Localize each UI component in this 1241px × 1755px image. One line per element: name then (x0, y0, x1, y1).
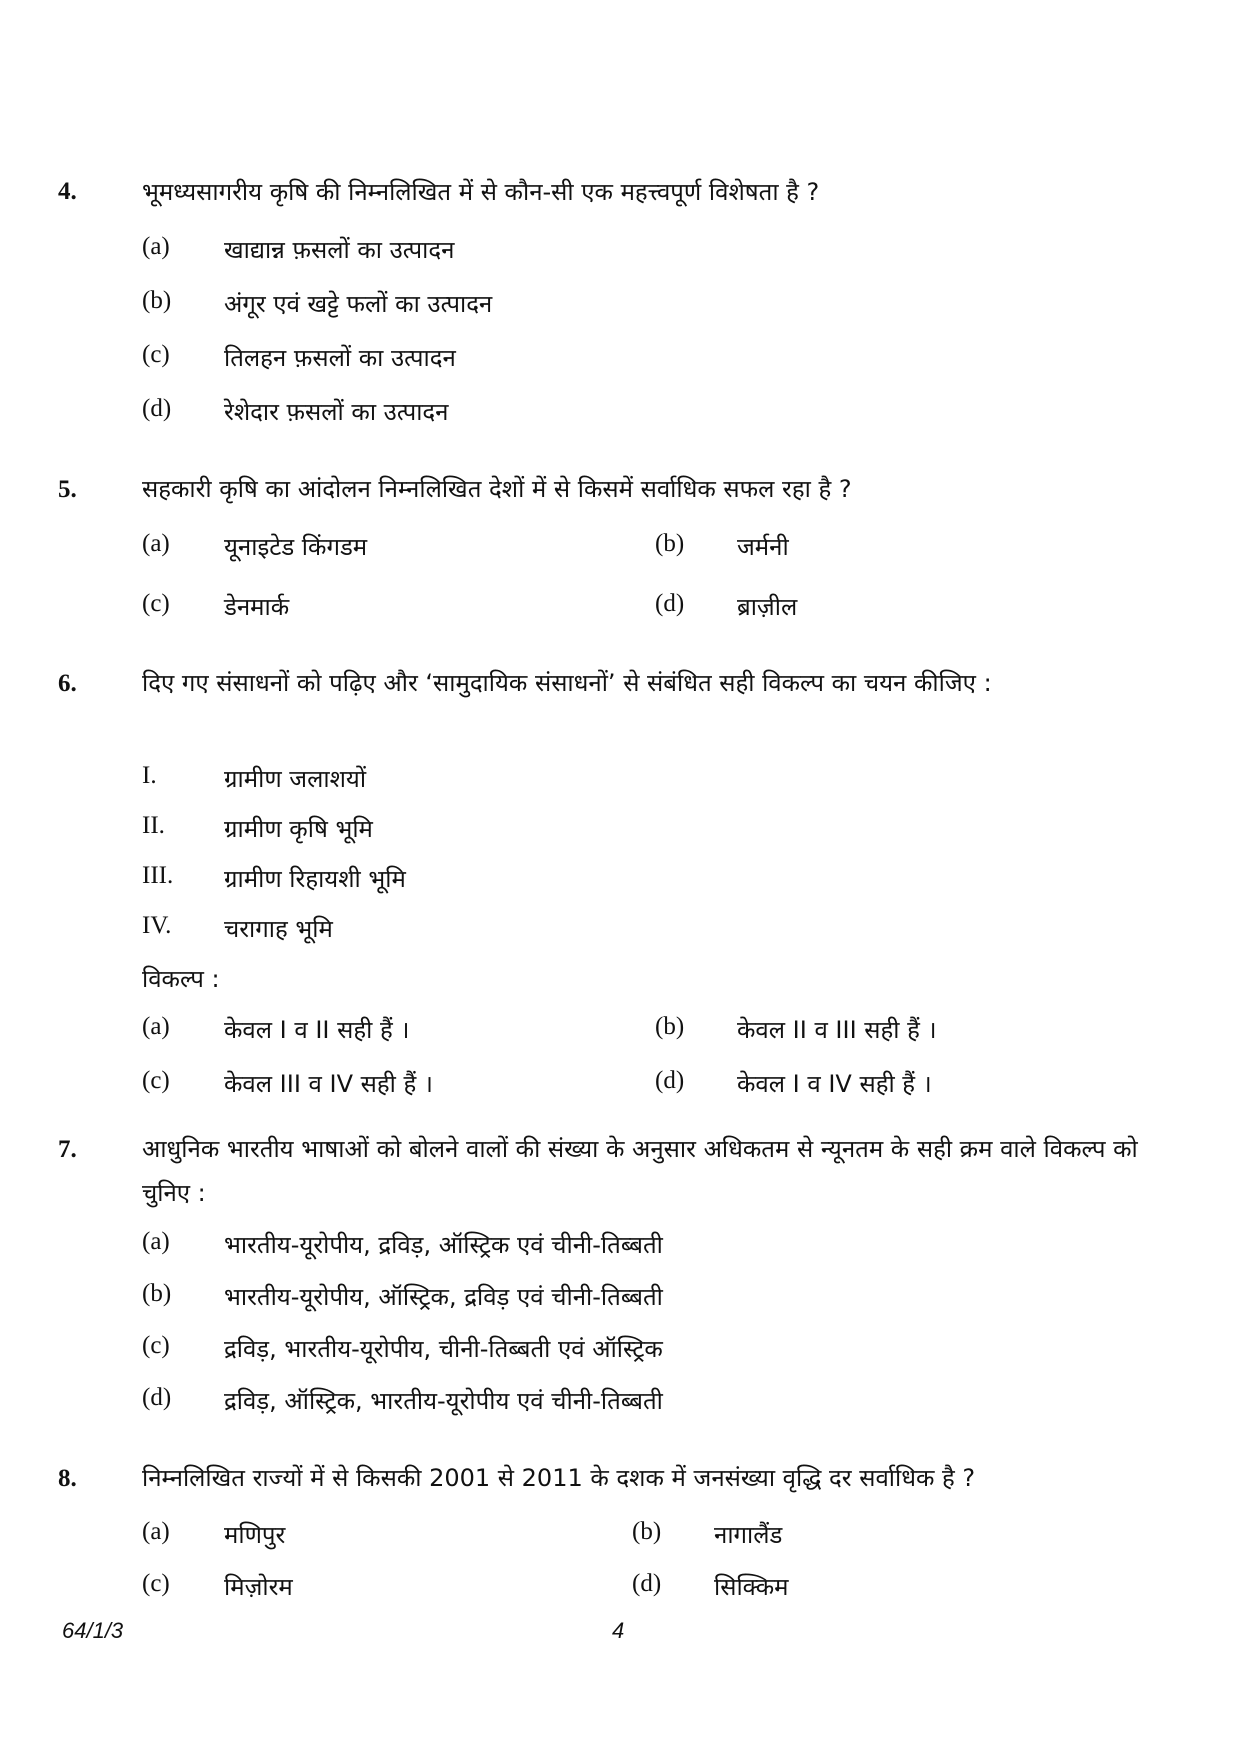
option-text: केवल I व IV सही हैं । (737, 1070, 932, 1098)
item-text: ग्रामीण रिहायशी भूमि (224, 865, 406, 893)
item-text: चरागाह भूमि (224, 915, 333, 943)
option-text: द्रविड़, भारतीय-यूरोपीय, चीनी-तिब्बती एवं ऑस्ट्रिक (224, 1335, 663, 1363)
question-number: 8. (58, 1465, 77, 1492)
option-label: (a) (142, 1228, 170, 1255)
option-text: केवल III व IV सही हैं । (224, 1070, 433, 1098)
option-label: (a) (142, 530, 170, 557)
option-label: (c) (142, 1067, 170, 1094)
option-label: (a) (142, 1518, 170, 1545)
option-label: (c) (142, 341, 170, 368)
option-label: (b) (632, 1518, 662, 1545)
options-heading: विकल्प : (142, 965, 220, 993)
question-text: दिए गए संसाधनों को पढ़िए और ‘सामुदायिक संसाधनों’ से संबंधित सही विकल्प का चयन कीजिए : (142, 669, 992, 697)
option-label: (a) (142, 233, 170, 260)
option-text: सिक्किम (714, 1573, 789, 1601)
option-text: जर्मनी (737, 533, 789, 561)
item-label: III. (142, 862, 174, 889)
option-text: भारतीय-यूरोपीय, ऑस्ट्रिक, द्रविड़ एवं चीनी-तिब्बती (224, 1283, 663, 1311)
option-label: (d) (655, 590, 685, 617)
item-text: ग्रामीण कृषि भूमि (224, 815, 373, 843)
option-label: (d) (142, 395, 172, 422)
question-number: 7. (58, 1136, 77, 1163)
question-text: सहकारी कृषि का आंदोलन निम्नलिखित देशों में से किसमें सर्वाधिक सफल रहा है ? (142, 475, 852, 503)
option-text: खाद्यान्न फ़सलों का उत्पादन (224, 236, 455, 264)
option-label: (d) (632, 1570, 662, 1597)
option-label: (c) (142, 590, 170, 617)
option-label: (b) (655, 1013, 685, 1040)
option-label: (d) (142, 1384, 172, 1411)
question-number: 6. (58, 670, 77, 697)
option-text: यूनाइटेड किंगडम (224, 533, 368, 561)
option-text: रेशेदार फ़सलों का उत्पादन (224, 398, 449, 426)
item-label: IV. (142, 912, 172, 939)
option-label: (b) (655, 530, 685, 557)
option-text: तिलहन फ़सलों का उत्पादन (224, 344, 456, 372)
option-text: मिज़ोरम (224, 1573, 293, 1601)
option-text: भारतीय-यूरोपीय, द्रविड़, ऑस्ट्रिक एवं चीनी-तिब्बती (224, 1231, 663, 1259)
item-label: II. (142, 812, 165, 839)
option-text: केवल I व II सही हैं । (224, 1016, 410, 1044)
item-text: ग्रामीण जलाशयों (224, 765, 367, 793)
option-label: (a) (142, 1013, 170, 1040)
option-text: केवल II व III सही हैं । (737, 1016, 937, 1044)
option-text: मणिपुर (224, 1521, 286, 1549)
option-text: द्रविड़, ऑस्ट्रिक, भारतीय-यूरोपीय एवं चीनी-तिब्बती (224, 1387, 663, 1415)
option-text: डेनमार्क (224, 593, 290, 621)
option-label: (b) (142, 1280, 172, 1307)
item-label: I. (142, 762, 157, 789)
question-number: 5. (58, 476, 77, 503)
page-number: 4 (612, 1618, 625, 1643)
option-label: (b) (142, 287, 172, 314)
question-number: 4. (58, 178, 77, 205)
question-text: निम्नलिखित राज्यों में से किसकी 2001 से 2011 के दशक में जनसंख्या वृद्धि दर सर्वाधिक है ? (142, 1464, 976, 1492)
option-text: ब्राज़ील (737, 593, 798, 621)
option-text: नागालैंड (714, 1521, 783, 1549)
option-label: (d) (655, 1067, 685, 1094)
question-text: आधुनिक भारतीय भाषाओं को बोलने वालों की संख्या के अनुसार अधिकतम से न्यूनतम के सही क्रम वाले विकल्प को चुनिए : (142, 1135, 1138, 1207)
option-label: (c) (142, 1332, 170, 1359)
paper-code: 64/1/3 (62, 1618, 124, 1643)
option-text: अंगूर एवं खट्टे फलों का उत्पादन (224, 290, 493, 318)
option-label: (c) (142, 1570, 170, 1597)
question-text: भूमध्यसागरीय कृषि की निम्नलिखित में से कौन-सी एक महत्त्वपूर्ण विशेषता है ? (142, 178, 820, 206)
